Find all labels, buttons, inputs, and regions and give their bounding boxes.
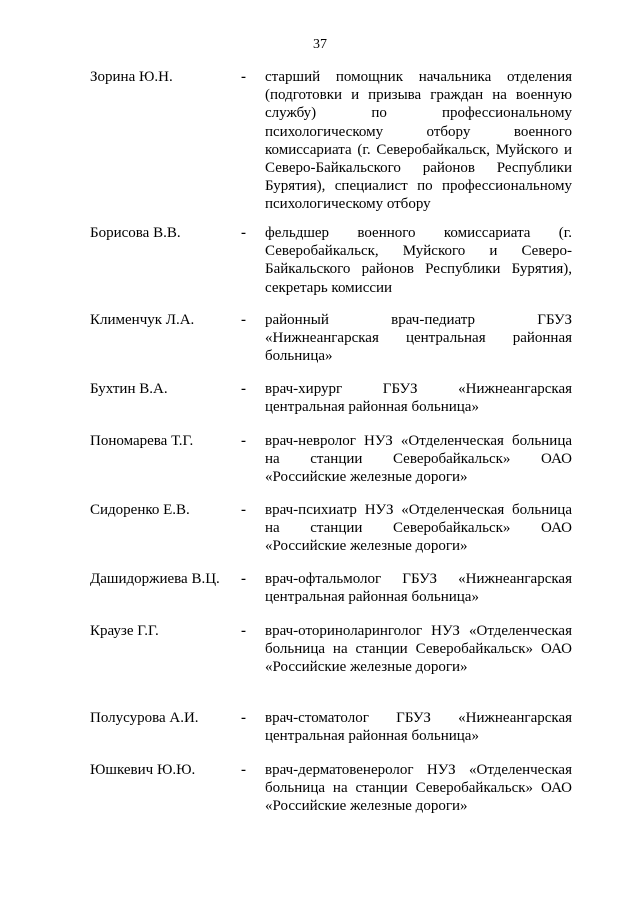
member-description: врач-офтальмолог ГБУЗ «Нижнеангарская центральная районная больница» xyxy=(265,571,572,606)
dash-separator: - xyxy=(241,502,246,518)
member-name: Зорина Ю.Н. xyxy=(90,69,173,85)
member-name: Бухтин В.А. xyxy=(90,381,168,397)
member-name: Полусурова А.И. xyxy=(90,710,199,726)
page-number: 37 xyxy=(313,37,327,52)
dash-separator: - xyxy=(241,312,246,328)
member-name: Краузе Г.Г. xyxy=(90,623,159,639)
member-name: Юшкевич Ю.Ю. xyxy=(90,762,196,778)
member-description: врач-стоматолог ГБУЗ «Нижнеангарская центральная районная больница» xyxy=(265,710,572,745)
member-name: Клименчук Л.А. xyxy=(90,312,195,328)
member-name: Дашидоржиева В.Ц. xyxy=(90,571,220,587)
dash-separator: - xyxy=(241,69,246,85)
dash-separator: - xyxy=(241,571,246,587)
member-name: Сидоренко Е.В. xyxy=(90,502,190,518)
member-description: врач-хирург ГБУЗ «Нижнеангарская центральная районная больница» xyxy=(265,381,572,416)
dash-separator: - xyxy=(241,381,246,397)
member-description: фельдшер военного комиссариата (г. Северобайкальск, Муйского и Северо-Байкальского районов Республики Бурятия), секретарь комиссии xyxy=(265,225,572,296)
member-description: врач-дерматовенеролог НУЗ «Отделенческая больница на станции Северобайкальск» ОАО «Российские железные дороги» xyxy=(265,762,572,815)
dash-separator: - xyxy=(241,433,246,449)
dash-separator: - xyxy=(241,225,246,241)
member-description: районный врач-педиатр ГБУЗ «Нижнеангарская центральная районная больница» xyxy=(265,312,572,365)
member-description: врач-оториноларинголог НУЗ «Отделенческая больница на станции Северобайкальск» ОАО «Российские железные дороги» xyxy=(265,623,572,676)
dash-separator: - xyxy=(241,710,246,726)
member-description: врач-невролог НУЗ «Отделенческая больница на станции Северобайкальск» ОАО «Российские железные дороги» xyxy=(265,433,572,486)
member-description: старший помощник начальника отделения (подготовки и призыва граждан на военную службу) по профессиональному психологическому отбору военного комиссариата (г. Северобайкальск, Муйского и Северо-Байкальского районов Республики Бурятия), специалист по профессиональному психологическому отбору xyxy=(265,69,572,213)
dash-separator: - xyxy=(241,762,246,778)
dash-separator: - xyxy=(241,623,246,639)
member-description: врач-психиатр НУЗ «Отделенческая больница на станции Северобайкальск» ОАО «Российские железные дороги» xyxy=(265,502,572,555)
member-name: Пономарева Т.Г. xyxy=(90,433,194,449)
member-name: Борисова В.В. xyxy=(90,225,181,241)
